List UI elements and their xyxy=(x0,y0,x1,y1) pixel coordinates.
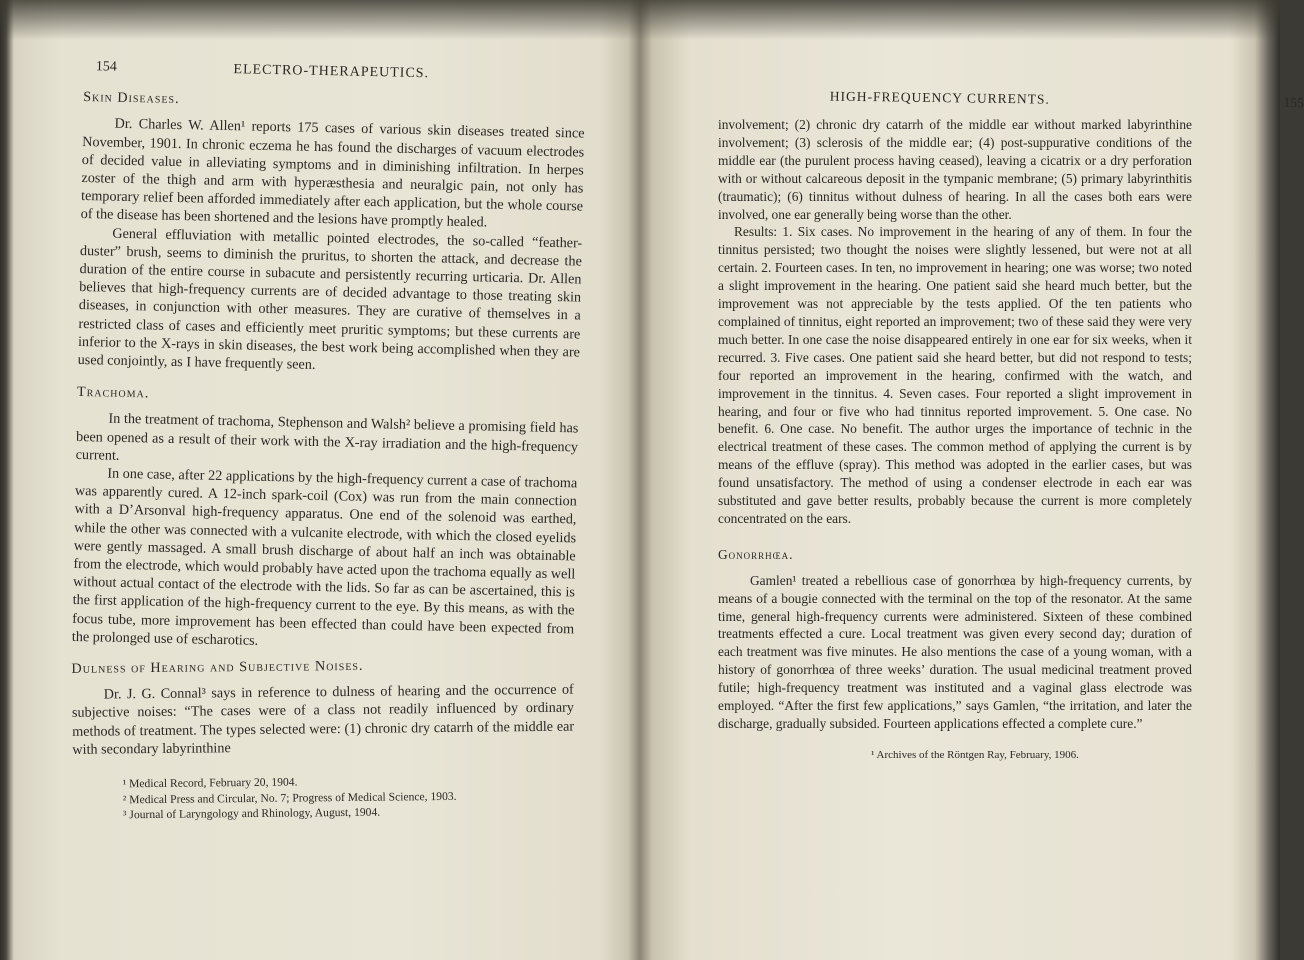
paragraph: Results: 1. Six cases. No improvement in the hearing of any of them. In four the tinnitus persisted; two thought the noises were slightly lessened, but were not at all certain. 2. Fourteen cases. In ten, no improvement in hearing; one was worse; two noted a slight improvement in the hearing. One patient said she heard much better, but the improvement was not appreciable by the tests applied. Of the ten patients who complained of tinnitus, eight reported an improvement; two of these said they were very much better. In one case the noise disappeared entirely in one ear for six weeks, when it recurred. 3. Five cases. One patient said she heard better, but did not respond to tests; four reported an improvement in the hearing, confirmed with the watch, and improvement in the tinnitus. 4. Seven cases. Four reported a slight improvement in hearing, and four or five who had tinnitus reported improvement. 5. One case. No benefit. 6. One case. No benefit. The author urges the importance of technic in the electrical treatment of these cases. The common method of applying the current is by means of the effluve (spray). This method was adopted in the earlier cases, but was found unsatisfactory. The method of using a condenser electrode in each ear was substituted and gave better results, probably because the current is more completely concentrated on the ears. xyxy=(718,224,1192,526)
top-shadow xyxy=(0,0,1280,40)
right-page-number: 155 xyxy=(1283,94,1304,111)
left-footnotes xyxy=(73,772,575,824)
paragraph: In one case, after 22 applications by the high-frequency current a case of trachoma was apparently cured. A 12-inch spark-coil (Cox) was run from the main connection with a D’Arsonval high-frequency apparatus. One end of the solenoid was earthed, while the other was connected with a vulcanite electrode, with which the closed eyelids were gently massaged. A small brush discharge of about half an inch was obtainable from the electrode, which would probably have acted upon the trachoma equally as well without actual contact of the electrode with the lids. So far as can be ascertained, this is the first application of the high-frequency current to the eye. By this means, as with the focus tube, more improvement has been effected than could have been expected from the prolonged use of escharotics. xyxy=(71,465,578,649)
paragraph: In the treatment of trachoma, Stephenson and Walsh² believe a promising field has been opened as a result of their work with the X-ray irradiation and the high-frequency current. xyxy=(75,411,579,464)
section-heading-gonorrhoea: Gonorrhœa. xyxy=(718,546,794,562)
footnote: ² Medical Press and Circular, No. 7; Progress of Medical Science, 1903. xyxy=(122,789,457,806)
paragraph: Dr. J. G. Connal³ says in reference to dulness of hearing and the occurrence of subjective noises: “The cases were of a class not readily influenced by ordinary methods of treatment. The types selected were: (1) chronic dry catarrh of the middle ear with secondary labyrinthine xyxy=(71,681,575,758)
left-page xyxy=(68,58,586,834)
right-page xyxy=(718,86,1304,776)
section-heading-hearing: Dulness of Hearing and Subjective Noises. xyxy=(71,657,364,677)
paragraph: Gamlen¹ treated a rebellious case of gonorrhœa by high-frequency currents, by means of a bougie connected with the terminal on the top of the resonator. At the same time, general high-frequency currents were administered. Sixteen of these combined treatments effected a cure. Local treatment was given every second day; duration of each treatment was five minutes. He also mentions the case of a young woman, with a history of gonorrhœa of three weeks’ duration. The usual medicinal treatment proved futile; high-frequency treatment was instituted and a vaginal glass electrode was employed. “After the first few applications,” says Gamlen, “the irritation, and later the discharge, gradually subsided. Fourteen applications effected a complete cure.” xyxy=(718,572,1192,731)
right-running-title: HIGH-FREQUENCY CURRENTS. xyxy=(829,88,1050,107)
bottom-block xyxy=(71,655,575,824)
section-heading-trachoma: Trachoma. xyxy=(76,384,150,402)
section-heading-skin: Skin Diseases. xyxy=(83,89,180,108)
left-page-number: 154 xyxy=(95,59,117,75)
left-running-title: ELECTRO-THERAPEUTICS. xyxy=(233,62,430,82)
footnote: ³ Journal of Laryngology and Rhinology, August, 1904. xyxy=(122,805,381,822)
paragraph: General effluviation with metallic pointed electrodes, the so-called “feather-duster” brush, seems to diminish the pruritus, to shorten the attack, and decrease the duration of the entire course in subacute and persistently recurring urticaria. Dr. Allen believes that high-frequency currents are of decided advantage to those treating skin diseases, in conjunction with other measures. They are curative of themselves in a restricted class of cases and efficiently meet pruritic symptoms; but these currents are inferior to the X-rays in skin diseases, the best work being accomplished when they are used conjointly, as I have frequently seen. xyxy=(77,225,583,373)
paragraph: involvement; (2) chronic dry catarrh of the middle ear without marked labyrinthine involvement; (3) sclerosis of the middle ear; (4) post-suppurative conditions of the middle ear (the purulent process having ceased), leaving a cicatrix or a dry perforation with or without calcareous deposit in the tympanic membrane; (5) primary labyrinthitis (traumatic); (6) tinnitus without dulness of hearing. In all the cases both ears were involved, one ear generally being worse than the other. xyxy=(718,117,1192,222)
footnote: ¹ Medical Record, February 20, 1904. xyxy=(122,775,298,791)
paragraph: Dr. Charles W. Allen¹ reports 175 cases of various skin diseases treated since November, 1901. In chronic eczema he has found the discharges of vacuum electrodes of decided value in alleviating symptoms and in diminishing infiltration. In herpes zoster of the thigh and arm with hyperæsthesia and neuralgic pain, not only has temporary relief been afforded immediately after each application, but the whole course of the disease has been shortened and the lesions have promptly healed. xyxy=(80,116,585,231)
right-footnote: ¹ Archives of the Röntgen Ray, February, 1906. xyxy=(871,748,1079,761)
